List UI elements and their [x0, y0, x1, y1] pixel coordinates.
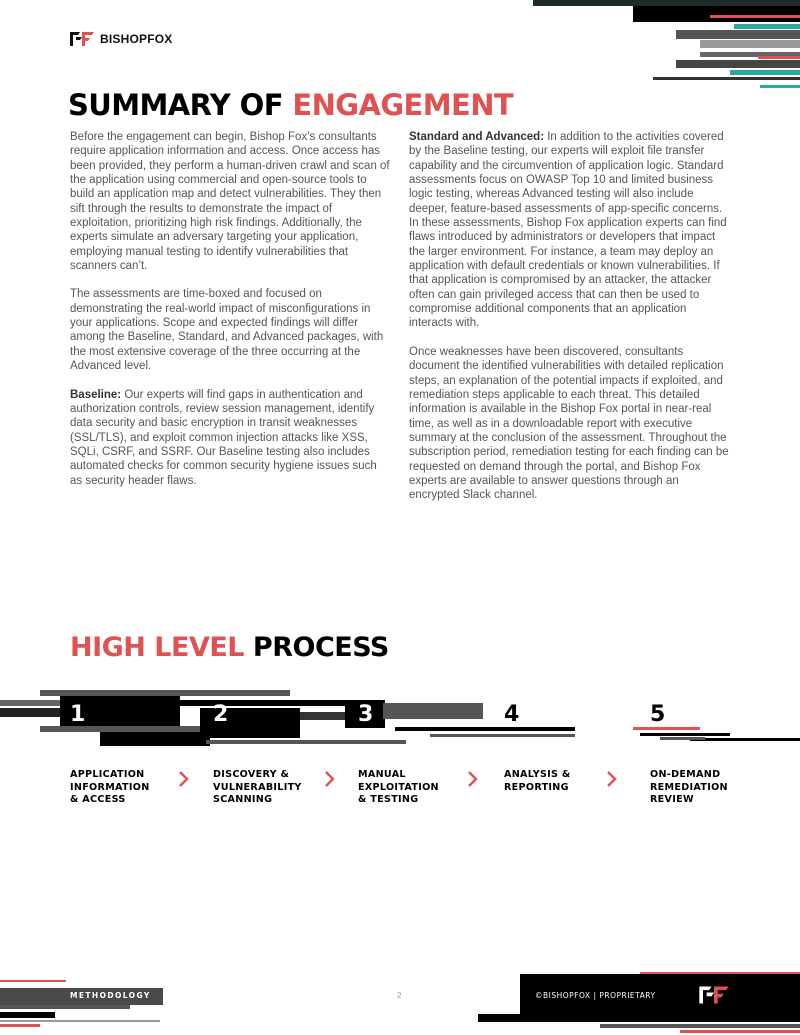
summary-right-column: [409, 130, 731, 517]
summary-paragraph: Before the engagement can begin, Bishop Fox’s consultants require application information and access. Once access has been provided, they perform a human-driven crawl and scan of the application using commercial and open-source tools to build an application map and detect vulnerabilities. They then sift through the results to demonstrate the impact of exploitation, prioritizing high risk findings. Additionally, the experts simulate an adversary targeting your application, employing manual testing to identify vulnerabilities that scanners can’t.: [70, 131, 390, 273]
chevron-right-icon: [466, 770, 480, 788]
step-label: ON-DEMAND REMEDIATION REVIEW: [650, 769, 728, 806]
brand-logo[interactable]: [70, 30, 172, 48]
bishopfox-logo-icon: [698, 984, 730, 1006]
step-label: APPLICATION INFORMATION & ACCESS: [70, 769, 150, 806]
section-name: METHODOLOGY: [70, 991, 151, 1000]
process-title-black: PROCESS: [252, 632, 389, 663]
bishopfox-logo-icon: [70, 30, 94, 48]
step-label: MANUAL EXPLOITATION & TESTING: [358, 769, 439, 806]
baseline-paragraph: [70, 388, 392, 488]
step-number: 4: [504, 702, 520, 727]
chevron-right-icon: [323, 770, 337, 788]
footer-brand-bar: [520, 974, 800, 1016]
copyright-text: ©BISHOPFOX | PROPRIETARY: [535, 991, 656, 1000]
step-number: 5: [650, 702, 666, 727]
chevron-right-icon: [177, 770, 191, 788]
page-number: 2: [397, 991, 402, 1000]
process-title-accent: HIGH LEVEL: [70, 632, 244, 663]
step-number: 3: [358, 702, 374, 727]
step-label: DISCOVERY & VULNERABILITY SCANNING: [213, 769, 302, 806]
baseline-text: Our experts will find gaps in authentication and authorization controls, review session management, identify data security and basic encryption in transit weaknesses (SSL/TLS), and exploit common injection attacks like XSS, SQLi, CSRF, and SSRF. Our Baseline testing also includes automated checks for common security hygiene issues such as security header flaws.: [70, 388, 377, 487]
step-number: 2: [213, 702, 229, 727]
summary-title-accent: ENGAGEMENT: [292, 88, 514, 122]
brand-name: BISHOPFOX: [100, 32, 173, 46]
summary-title: [68, 88, 513, 122]
standard-advanced-label: Standard and Advanced:: [409, 131, 545, 143]
summary-paragraph: The assessments are time-boxed and focused on demonstrating the real-world impact of misconfigurations in your applications. Scope and expected findings will differ among the Baseline, Standard, and Advanced packages, with the most extensive coverage of the three occurring at the Advanced level.: [70, 288, 384, 373]
summary-left-column: [70, 130, 392, 502]
summary-title-black: SUMMARY OF: [68, 88, 283, 122]
summary-paragraph: Once weaknesses have been discovered, consultants document the identified vulnerabilities with detailed replication steps, an explanation of the potential impacts if exploited, and remediation steps applicable to each threat. This detailed information is available in the Bishop Fox portal in near-real time, as well as in a downloadable report with executive summary at the conclusion of the assessment. Throughout the subscription period, remediation testing for each finding can be requested on demand through the portal, and Bishop Fox experts are available to answer questions through an encrypted Slack channel.: [409, 345, 729, 502]
step-label: ANALYSIS & REPORTING: [504, 769, 571, 793]
standard-advanced-text: In addition to the activities covered by the Baseline testing, our experts will exploit file transfer capability and the circumvention of application logic. Standard assessments focus on OWASP Top 10 and limited business logic testing, whereas Advanced testing will also include deeper, feature-based assessments of app-specific concerns. In these assessments, Bishop Fox application experts can find flaws introduced by administrators or developers that impact the larger environment. For instance, a team may deploy an application with default credentials or known vulnerabilities. If that application is compromised by an attacker, the attacker often can gain privileged access that can then be used to compromise additional components that an application interacts with.: [409, 131, 727, 330]
baseline-label: Baseline:: [70, 388, 122, 401]
standard-advanced-paragraph: [409, 130, 731, 331]
process-title: [70, 632, 389, 663]
footer-section-label: [0, 988, 163, 1005]
step-number: 1: [70, 702, 86, 727]
chevron-right-icon: [605, 770, 619, 788]
